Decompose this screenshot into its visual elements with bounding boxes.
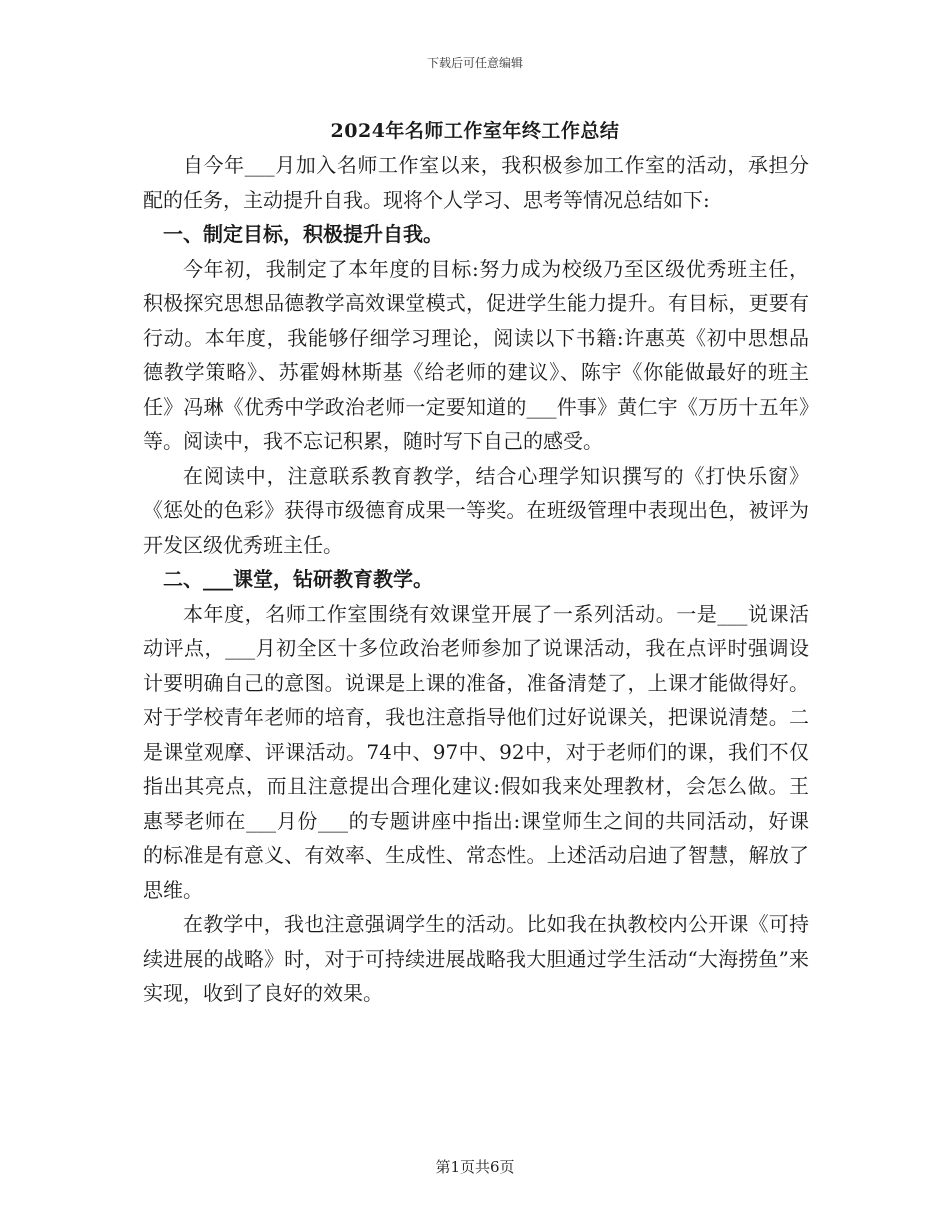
section-2-paragraph-2: 在教学中，我也注意强调学生的活动。比如我在执教校内公开课《可持续进展的战略》时，对于可持续进展战略我大胆通过学生活动“大海捞鱼”来实现，收到了良好的效果。: [143, 912, 809, 1005]
section-1-paragraph-1: 今年初，我制定了本年度的目标:努力成为校级乃至区级优秀班主任，积极探究思想品德教学高效课堂模式，促进学生能力提升。有目标，更要有行动。本年度，我能够仔细学习理论，阅读以下书籍:许惠英《初中思想品德教学策略》、苏霍姆林斯基《给老师的建议》、陈宇《你能做最好的班主任》冯琳《优秀中学政治老师一定要知道的___件事》黄仁宇《万历十五年》等。阅读中，我不忘记积累，随时写下自己的感受。: [143, 256, 809, 453]
intro-paragraph: 自今年___月加入名师工作室以来，我积极参加工作室的活动，承担分配的任务，主动提升自我。现将个人学习、思考等情况总结如下:: [143, 153, 809, 212]
header-note: 下载后可任意编辑: [426, 56, 523, 70]
document-title: 2024年名师工作室年终工作总结: [330, 120, 620, 142]
page-number: 第1页共6页: [435, 1158, 515, 1176]
section-2-paragraph-1: 本年度，名师工作室围绕有效课堂开展了一系列活动。一是___说课活动评点，___月初全区十多位政治老师参加了说课活动，我在点评时强调设计要明确自己的意图。说课是上课的准备，准备清楚了，上课才能做得好。对于学校青年老师的培育，我也注意指导他们过好说课关，把课说清楚。二是课堂观摩、评课活动。74中、97中、92中，对于老师们的课，我们不仅指出其亮点，而且注意提出合理化建议:假如我来处理教材，会怎么做。王惠琴老师在___月份___的专题讲座中指出:课堂师生之间的共同活动，好课的标准是有意义、有效率、生成性、常态性。上述活动启迪了智慧，解放了思维。: [143, 601, 809, 902]
section-2-heading: 二、___课堂，钻研教育教学。: [163, 567, 433, 591]
document-body: [143, 148, 809, 1011]
section-1-paragraph-2: 在阅读中，注意联系教育教学，结合心理学知识撰写的《打快乐窗》《惩处的色彩》获得市级德育成果一等奖。在班级管理中表现出色，被评为开发区级优秀班主任。: [143, 463, 809, 557]
section-1-heading: 一、制定目标，积极提升自我。: [163, 222, 443, 246]
